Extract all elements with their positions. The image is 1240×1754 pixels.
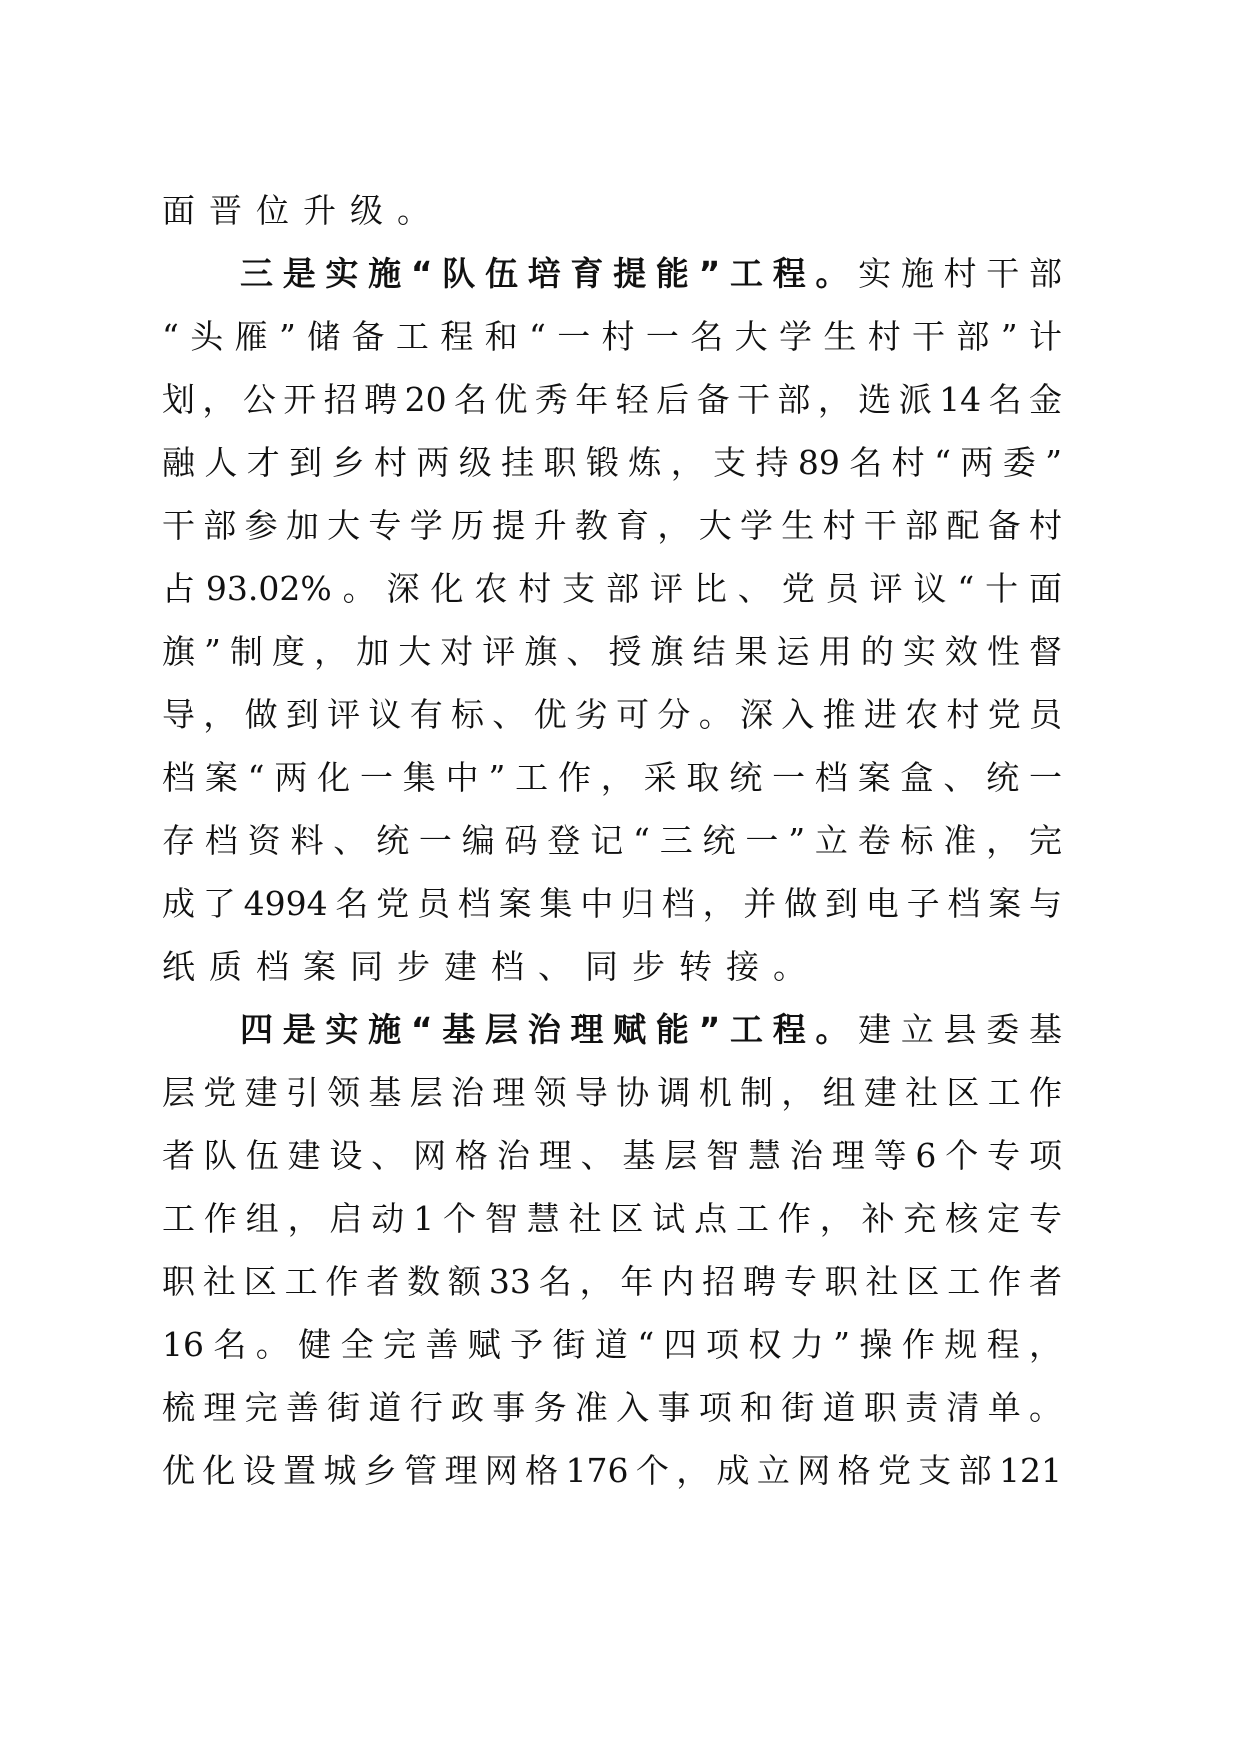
text-line-7: 占93.02%。深化农村支部评比、党员评议“十面: [162, 569, 1062, 608]
paragraph-4-heading: 四是实施“基层治理赋能”工程。: [240, 1010, 859, 1049]
paragraph-4-lead: 建立县委基: [858, 1010, 1062, 1049]
text-line-21: 优化设置城乡管理网格176个，成立网格党支部121: [162, 1451, 1062, 1490]
text-line-19: 16名。健全完善赋予街道“四项权力”操作规程，: [162, 1325, 1062, 1364]
paragraph-3-lead: 实施村干部: [858, 254, 1062, 293]
text-line-4: 划，公开招聘20名优秀年轻后备干部，选派14名金: [162, 380, 1062, 419]
text-line-15: 层党建引领基层治理领导协调机制，组建社区工作: [162, 1073, 1062, 1112]
text-line-3: “头雁”储备工程和“一村一名大学生村干部”计: [162, 317, 1062, 356]
text-line-17: 工作组，启动1个智慧社区试点工作，补充核定专: [162, 1199, 1062, 1238]
paragraph-3-heading: 三是实施“队伍培育提能”工程。: [240, 254, 859, 293]
text-line-18: 职社区工作者数额33名，年内招聘专职社区工作者: [162, 1262, 1062, 1301]
paragraph-3-first-line: [240, 244, 1062, 304]
paragraph-4-first-line: [240, 1000, 1062, 1060]
text-line-12: 成了4994名党员档案集中归档，并做到电子档案与: [162, 884, 1062, 923]
text-line-11: 存档资料、统一编码登记“三统一”立卷标准，完: [162, 821, 1062, 860]
text-line-6: 干部参加大专学历提升教育，大学生村干部配备村: [162, 506, 1062, 545]
text-line-5: 融人才到乡村两级挂职锻炼，支持89名村“两委”: [162, 443, 1062, 482]
text-line-8: 旗”制度，加大对评旗、授旗结果运用的实效性督: [162, 632, 1062, 671]
text-line-20: 梳理完善街道行政事务准入事项和街道职责清单。: [162, 1388, 1062, 1427]
text-line-16: 者队伍建设、网格治理、基层智慧治理等6个专项: [162, 1136, 1062, 1175]
text-line-13: 纸质档案同步建档、同步转接。: [162, 947, 820, 986]
text-line-1: 面晋位升级。: [162, 191, 444, 230]
text-line-9: 导，做到评议有标、优劣可分。深入推进农村党员: [162, 695, 1062, 734]
text-line-10: 档案“两化一集中”工作，采取统一档案盒、统一: [162, 758, 1062, 797]
